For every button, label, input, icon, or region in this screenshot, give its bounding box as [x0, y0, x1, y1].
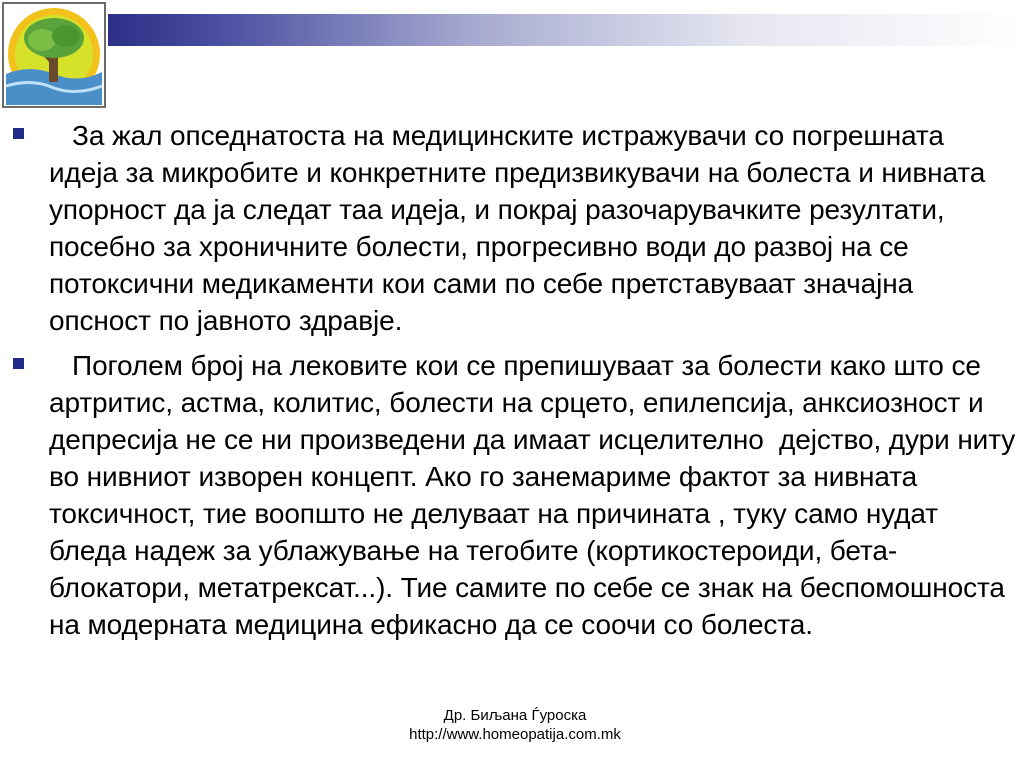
- bullet-text: За жал опседнатоста на медицинските истражувачи со погрешната идеја за микробите и конкретните предизвикувачи на болеста и нивната упорност да ја следат таа идеја, и покрај разочарувачките резултати, посебно за хроничните болести, прогресивно води до развој на се потоксични медикаменти кои сами по себе претставуваат значајна опсност по јавното здравје.: [49, 120, 993, 336]
- footer-author: Др. Биљана Ѓуроска: [443, 707, 587, 724]
- square-bullet-icon: [13, 128, 24, 139]
- bullet-item: [10, 117, 1018, 339]
- bullet-text: Поголем број на лековите кои се препишуваат за болести како што се артритис, астма, колитис, болести на срцето, епилепсија, анксиозност и депресија не се ни произведени да имаат исцелително дејство, дури ниту во нивниот изворен концепт. Ако го занемариме фактот за нивната токсичност, тие воопшто не делуваат на причината , туку само нудат бледа надеж за ублажување на тегобите (кортикостероиди, бета-блокатори, метатрексат...). Тие самите по себе се знак на беспомошноста на модерната медицина ефикасно да се соочи со болеста.: [49, 350, 1023, 640]
- square-bullet-icon: [13, 358, 24, 369]
- header-gradient-bar: [108, 14, 1024, 46]
- slide-content: [10, 117, 1023, 651]
- tree-logo-icon: [2, 2, 106, 108]
- bullet-item: [10, 347, 1023, 643]
- slide-footer: [380, 706, 650, 744]
- footer-url: http://www.homeopatija.com.mk: [409, 726, 621, 743]
